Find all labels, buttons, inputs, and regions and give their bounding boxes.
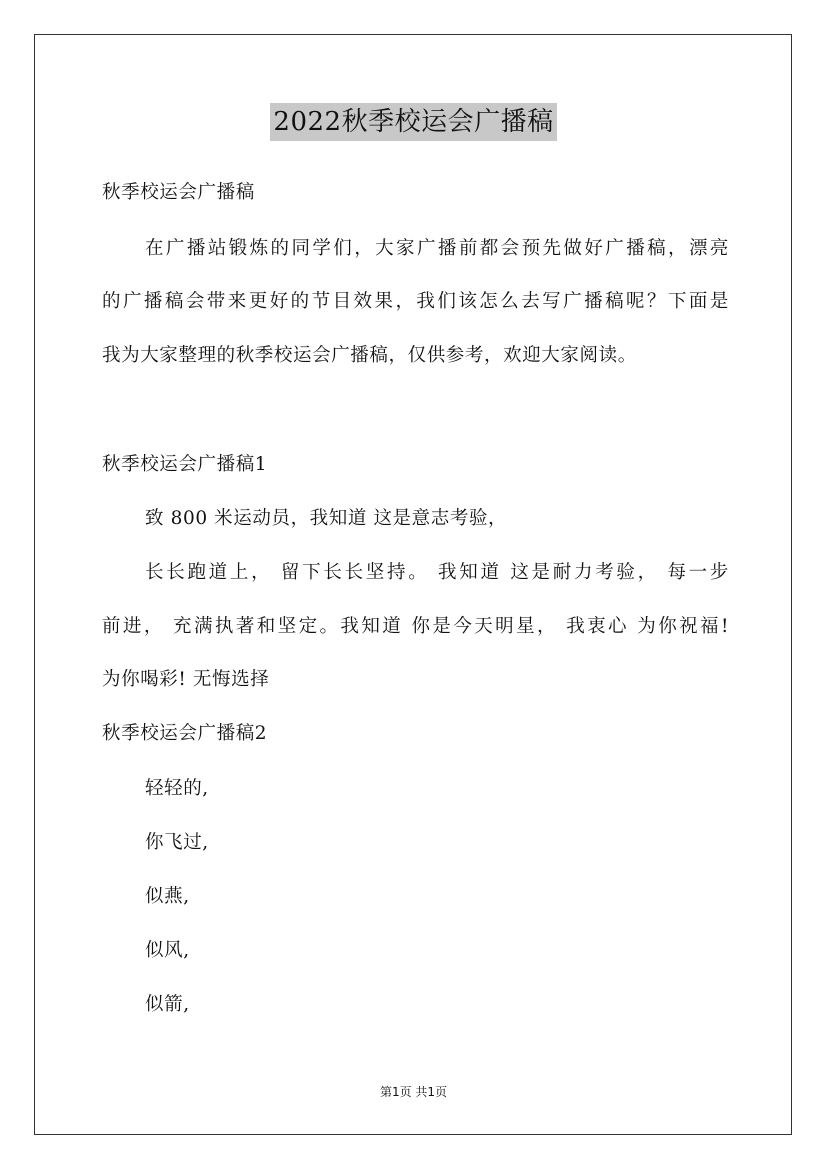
intro-line-2: 的广播稿会带来更好的节目效果，我们该怎么去写广播稿呢？下面是 <box>102 291 729 312</box>
document-subtitle: 秋季校运会广播稿 <box>102 182 255 203</box>
section2-heading: 秋季校运会广播稿2 <box>102 723 268 744</box>
section2-line-1: 轻轻的, <box>145 778 209 799</box>
intro-line-3: 我为大家整理的秋季校运会广播稿，仅供参考，欢迎大家阅读。 <box>102 345 637 366</box>
document-title: 2022秋季校运会广播稿 <box>270 103 556 141</box>
section1-line-4: 为你喝彩! 无悔选择 <box>102 669 270 690</box>
section2-line-4: 似风, <box>145 940 190 961</box>
intro-line-1: 在广播站锻炼的同学们，大家广播前都会预先做好广播稿，漂亮 <box>145 238 729 259</box>
section1-line-1: 致 800 米运动员，我知道 这是意志考验， <box>145 508 508 529</box>
section1-heading: 秋季校运会广播稿1 <box>102 454 268 475</box>
section1-line-3: 前进， 充满执著和坚定。我知道 你是今天明星， 我衷心 为你祝福! <box>102 616 729 637</box>
section1-line-2: 长长跑道上， 留下长长坚持。 我知道 这是耐力考验， 每一步 <box>145 562 729 583</box>
section2-line-5: 似箭, <box>145 994 190 1015</box>
page-number-footer: 第1页 共1页 <box>379 1085 448 1099</box>
section2-line-2: 你飞过, <box>145 832 209 853</box>
section2-line-3: 似燕, <box>145 886 190 907</box>
